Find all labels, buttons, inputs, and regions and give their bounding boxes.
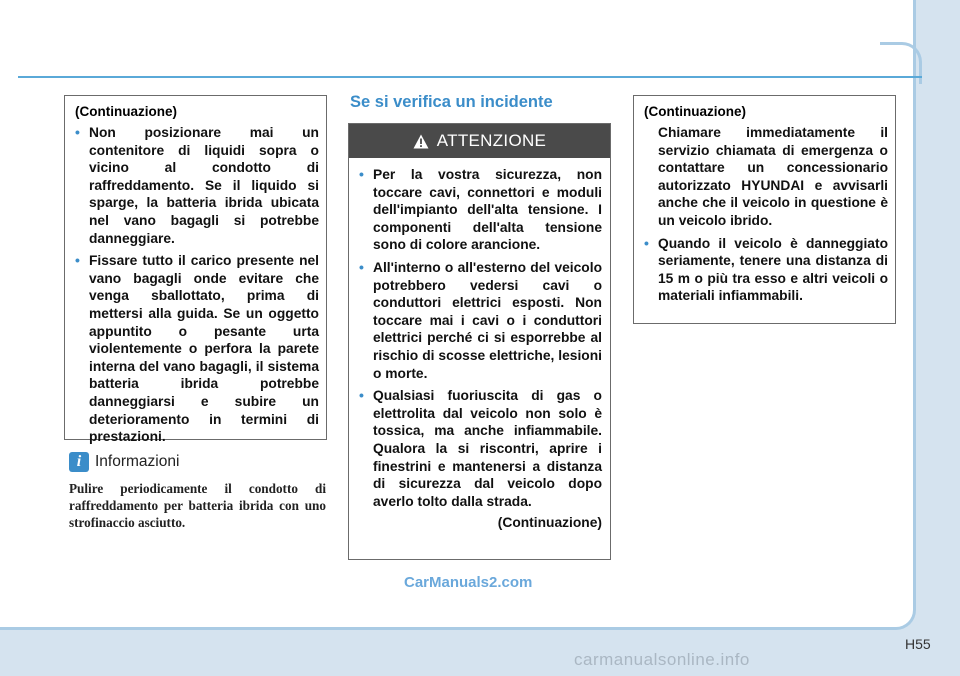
bullet-icon: • — [359, 258, 364, 275]
list-item: • Qualsiasi fuoriuscita di gas o elettrolita dal veicolo non solo è tossica, ma anche infiammabile. Qualora la si riscontri, aprire i finestrini e mantenersi a distanza di sicurezza dal veicolo dopo averlo tolto dalla strada. — [359, 387, 602, 509]
list-item: • Non posizionare mai un contenitore di liquidi sopra o vicino al condotto di raffreddamento. Se il liquido si sparge, la batteria ibrida ubicata nel vano bagagli si potrebbe danneggiare. — [75, 124, 319, 246]
list-item: • All'interno o all'esterno del veicolo potrebbero vedersi cavi o conduttori elettrici esposti. Non toccare mai i cavi o i conduttori elettrici perché ci si esporrebbe al rischio di scosse elettriche, lesioni o morte. — [359, 258, 602, 381]
bullet-icon: • — [75, 252, 80, 269]
info-title: Informazioni — [95, 453, 180, 470]
section-heading: Se si verifica un incidente — [350, 93, 553, 111]
bullet-list — [359, 166, 602, 510]
bullet-icon: • — [359, 387, 364, 404]
watermark: CarManuals2.com — [404, 574, 533, 591]
continuation-note: (Continuazione) — [497, 515, 602, 531]
list-item: • Fissare tutto il carico presente nel vano bagagli onde evitare che venga sballottato, prima di mettersi alla guida. Se un oggetto appuntito o pesante urta violentemente o perfora la parete interna del vano bagagli, il sistema batteria ibrida potrebbe danneggiarsi e subire un deterioramento in termini di prestazioni. — [75, 252, 319, 445]
bullet-icon: • — [644, 234, 649, 251]
list-item: • Quando il veicolo è danneggiato seriamente, tenere una distanza di 15 m o più tra esso e altri veicoli o materiali infiammabili. — [644, 234, 888, 304]
box-title: (Continuazione) — [644, 104, 746, 119]
page-number: H55 — [905, 636, 931, 652]
bullet-list — [644, 235, 888, 305]
warning-label: ATTENZIONE — [436, 131, 547, 150]
list-item: • Per la vostra sicurezza, non toccare cavi, connettori e moduli dell'impianto dell'alta tensione. I componenti dell'alta tensione sono di colore arancione. — [359, 166, 602, 253]
bullet-list — [75, 124, 319, 446]
bullet-icon: • — [75, 124, 80, 140]
warning-content — [349, 158, 610, 536]
warning-header — [349, 124, 610, 158]
warning-triangle-icon — [413, 134, 429, 149]
info-icon: i — [69, 452, 89, 472]
continued-text: Chiamare immediatamente il servizio chiamata di emergenza o contattare un concessionario autorizzato HYUNDAI e avvisarli anche che il veicolo in questione è un veicolo ibrido. — [658, 125, 888, 228]
continuation-box-right — [633, 95, 896, 324]
bullet-icon: • — [359, 166, 364, 182]
continuation-box-left — [64, 95, 327, 445]
footer-watermark: carmanualsonline.info — [574, 650, 750, 669]
box-title: (Continuazione) — [75, 104, 177, 119]
info-body: Pulire periodicamente il condotto di raffreddamento per batteria ibrida con uno strofinaccio asciutto. — [69, 481, 326, 531]
warning-box — [348, 123, 611, 560]
top-rule — [18, 76, 922, 78]
info-heading — [69, 452, 179, 472]
